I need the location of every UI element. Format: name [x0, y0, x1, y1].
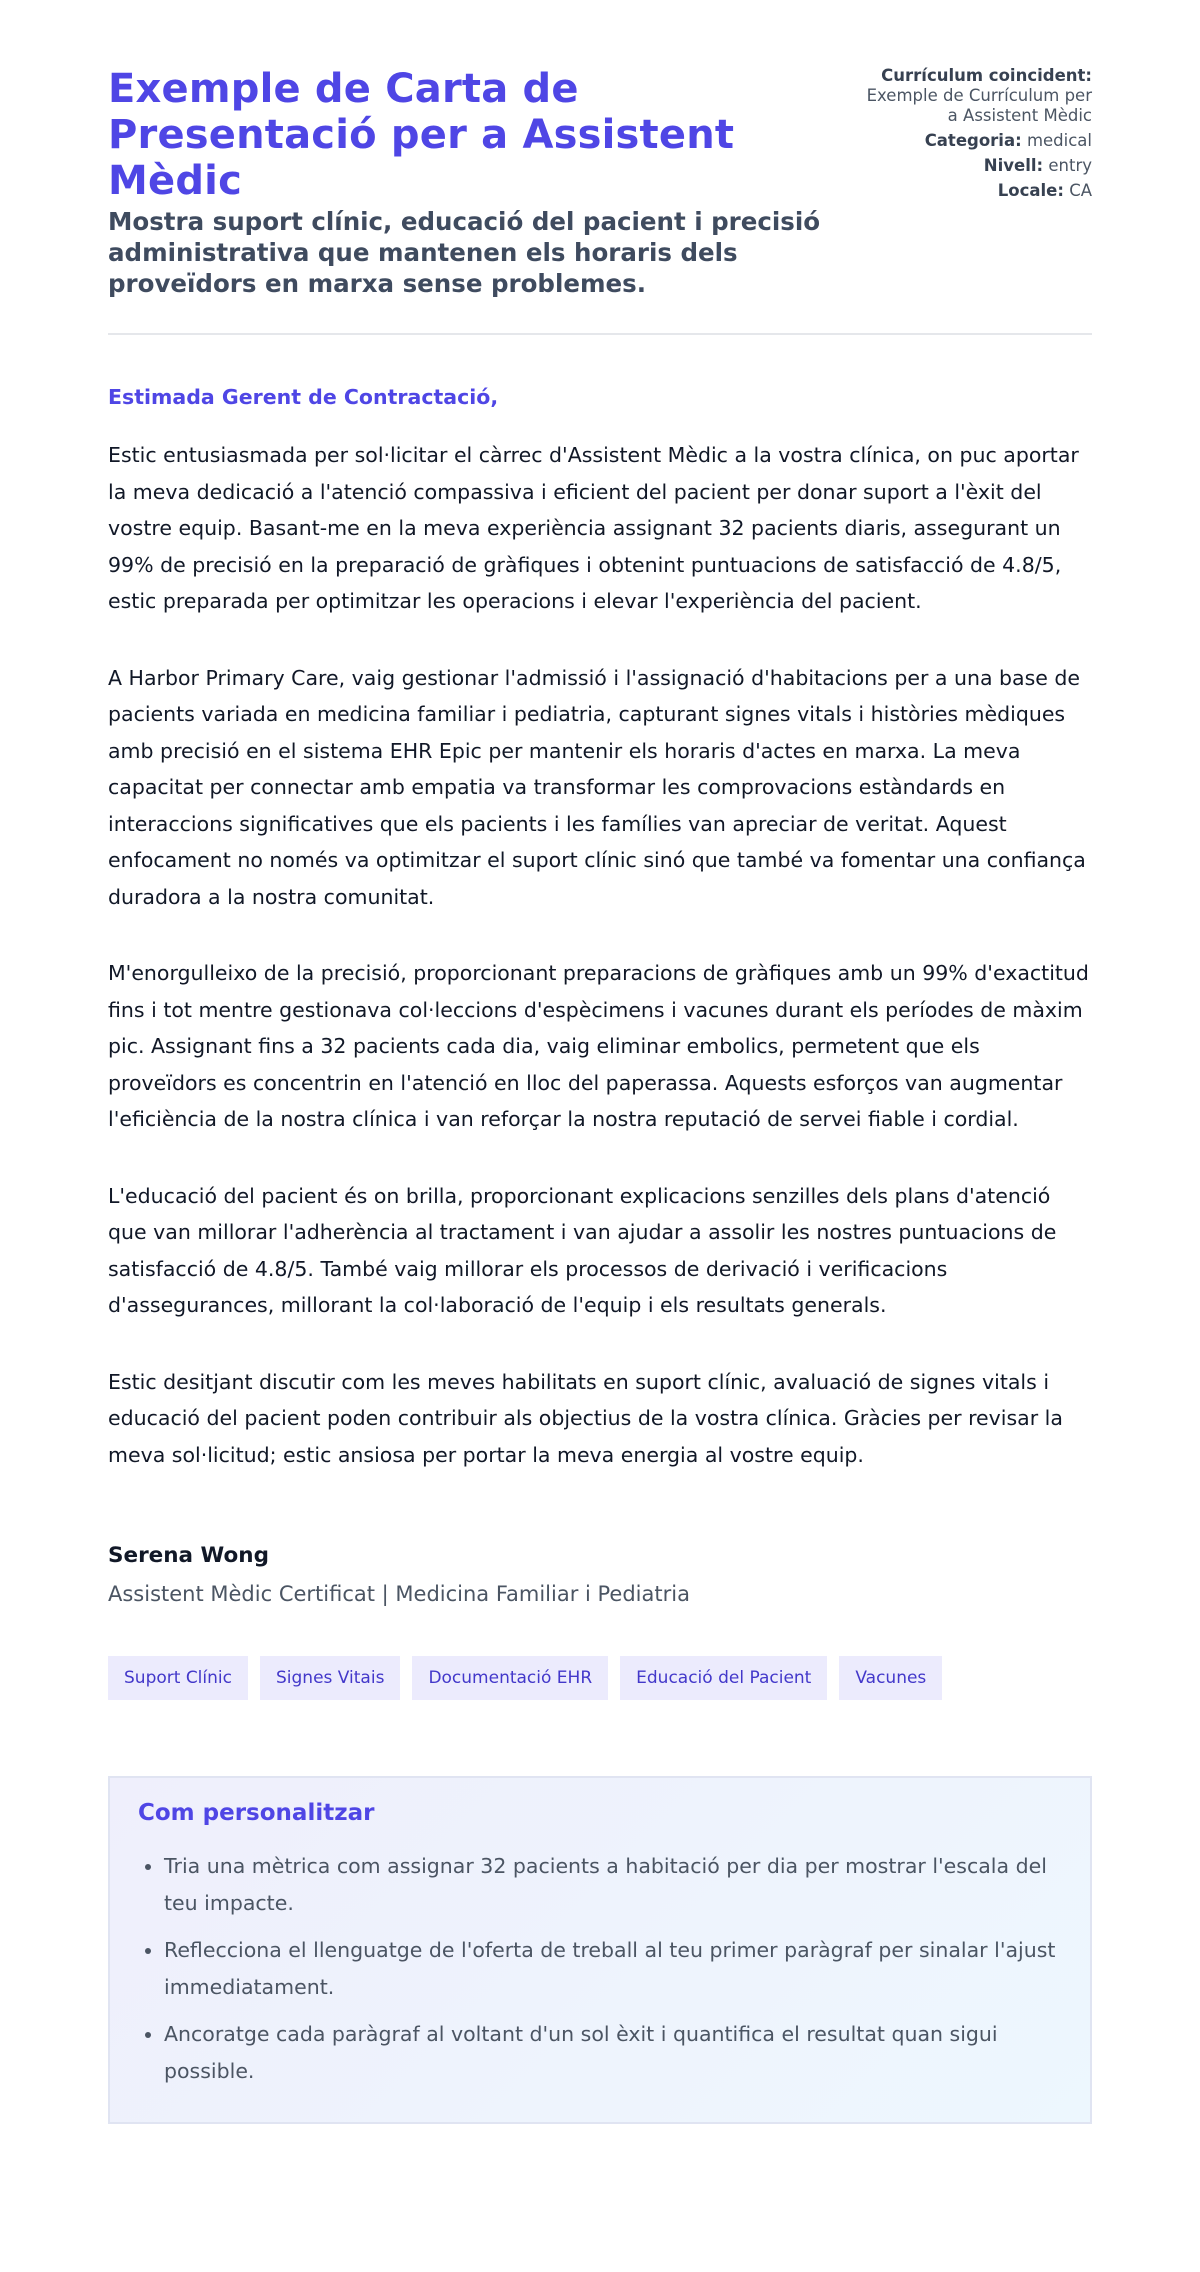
page-title: Exemple de Carta de Presentació per a Assistent Mèdic [108, 66, 735, 204]
meta-level-value: entry [1048, 156, 1092, 175]
letter-paragraph: Estic entusiasmada per sol·licitar el càrrec d'Assistent Mèdic a la vostra clínica, on puc aportar la meva dedicació a l'atenció compassiva i eficient del pacient per donar suport a l'èxit del vostre equip. Basant-me en la meva experiència assignant 32 pacients diaris, assegurant un 99% de precisió en la preparació de gràfiques i obtenint puntuacions de satisfacció de 4.8/5, estic preparada per optimitzar les operacions i elevar l'experiència del pacient. [108, 443, 1079, 613]
letter-paragraph: Estic desitjant discutir com les meves habilitats en suport clínic, avaluació de signes vitals i educació del pacient poden contribuir als objectius de la vostra clínica. Gràcies per revisar la meva sol·licitud; estic ansiosa per portar la meva energia al vostre equip. [108, 1369, 1063, 1467]
tips-title: Com personalitzar [138, 1800, 375, 1826]
meta-category-value: medical [1026, 131, 1092, 150]
tip-item: • Tria una mètrica com assignar 32 pacients a habitació per dia per mostrar l'escala del teu impacte. [164, 1848, 1062, 1922]
skill-tag: Documentació EHR [412, 1656, 608, 1700]
meta-category-label: Categoria: [924, 131, 1022, 150]
tip-item: • Ancoratge cada paràgraf al voltant d'un sol èxit i quantifica el resultat quan sigui possible. [164, 2016, 1062, 2090]
page-subtitle: Mostra suport clínic, educació del pacient i precisió administrativa que mantenen els horaris dels proveïdors en marxa sense problemes. [108, 207, 821, 298]
meta-locale-value: CA [1069, 181, 1092, 200]
skill-tags [108, 1656, 1092, 1700]
meta-matched-resume [852, 65, 1092, 126]
letter-body [108, 385, 1092, 1473]
signature-title: Assistent Mèdic Certificat | Medicina Familiar i Pediatria [108, 1582, 690, 1606]
skill-tag: Signes Vitais [260, 1656, 400, 1700]
header-titles [108, 66, 828, 299]
letter-greeting: Estimada Gerent de Contractació, [108, 385, 499, 409]
meta-matched-resume-value: Exemple de Currículum per a Assistent Mèdic [866, 86, 1092, 125]
signature-name: Serena Wong [108, 1543, 269, 1568]
letter-paragraph: M'enorgulleixo de la precisió, proporcionant preparacions de gràfiques amb un 99% d'exactitud fins i tot mentre gestionava col·leccions d'espècimens i vacunes durant els períodes de màxim pic. Assignant fins a 32 pacients cada dia, vaig eliminar embolics, permetent que els proveïdors es concentrin en l'atenció en lloc del paperassa. Aquests esforços van augmentar l'eficiència de la nostra clínica i van reforçar la nostra reputació de servei fiable i cordial. [108, 961, 1089, 1131]
signature-block [108, 1543, 1092, 1606]
meta-level [852, 155, 1092, 176]
skill-tag: Vacunes [839, 1656, 942, 1700]
letter-paragraph: A Harbor Primary Care, vaig gestionar l'admissió i l'assignació d'habitacions per a una base de pacients variada en medicina familiar i pediatria, capturant signes vitals i històries mèdiques amb precisió en el sistema EHR Epic per mantenir els horaris d'actes en marxa. La meva capacitat per connectar amb empatia va transformar les comprovacions estàndards en interaccions significatives que els pacients i les famílies van apreciar de veritat. Aquest enfocament no només va optimitzar el suport clínic sinó que també va fomentar una confiança duradora a la nostra comunitat. [108, 665, 1086, 909]
tips-list [138, 1848, 1062, 2090]
meta-panel [852, 65, 1092, 205]
skill-tag: Educació del Pacient [620, 1656, 827, 1700]
meta-locale [852, 180, 1092, 201]
meta-category [852, 130, 1092, 151]
page-header [108, 66, 1092, 335]
skill-tag: Suport Clínic [108, 1656, 248, 1700]
tip-item: • Reflecciona el llenguatge de l'oferta de treball al teu primer paràgraf per sinalar l'ajust immediatament. [164, 1932, 1062, 2006]
meta-matched-resume-label: Currículum coincident: [881, 66, 1092, 85]
letter-paragraph: L'educació del pacient és on brilla, proporcionant explicacions senzilles dels plans d'atenció que van millorar l'adherència al tractament i van ajudar a assolir les nostres puntuacions de satisfacció de 4.8/5. També vaig millorar els processos de derivació i verificacions d'assegurances, millorant la col·laboració de l'equip i els resultats generals. [108, 1183, 1057, 1317]
customization-tips [108, 1776, 1092, 2124]
meta-level-label: Nivell: [983, 156, 1044, 175]
meta-locale-label: Locale: [997, 181, 1064, 200]
